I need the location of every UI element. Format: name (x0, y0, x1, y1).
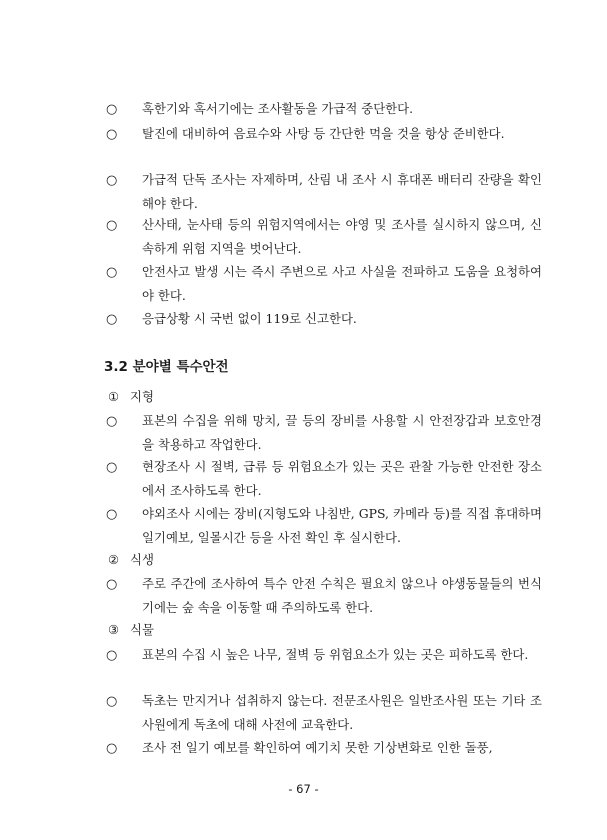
bullet-text: 혹한기와 혹서기에는 조사활동을 가급적 중단한다. (142, 101, 414, 116)
bullet-item (106, 122, 542, 146)
subsection-heading (108, 550, 154, 570)
bullet-text: 야외조사 시에는 장비(지형도와 나침반, GPS, 카메라 등)를 직접 휴대하며 일기예보, 일몰시간 등을 사전 확인 후 실시한다. (142, 506, 542, 545)
bullet-item (106, 213, 542, 260)
bullet-text: 표본의 수집 시 높은 나무, 절벽 등 위험요소가 있는 곳은 피하도록 한다. (142, 647, 529, 662)
bullet-item (106, 736, 542, 760)
page-number: - 67 - (288, 782, 319, 796)
circle-bullet-icon: ○ (106, 218, 118, 233)
subsection-label: 식물 (130, 622, 154, 637)
circle-bullet-icon: ○ (106, 507, 118, 522)
circle-bullet-icon: ○ (106, 265, 118, 280)
circle-bullet-icon: ○ (106, 173, 118, 188)
bullet-item (106, 260, 542, 307)
bullet-item (106, 502, 542, 549)
bullet-text: 탈진에 대비하여 음료수와 사탕 등 간단한 먹을 것을 항상 준비한다. (142, 126, 505, 141)
bullet-text: 독초는 만지거나 섭취하지 않는다. 전문조사원은 일반조사원 또는 기타 조사원에게 독초에 대해 사전에 교육한다. (142, 693, 542, 732)
bullet-text: 산사태, 눈사태 등의 위험지역에서는 야영 및 조사를 실시하지 않으며, 신속하게 위험 지역을 벗어난다. (142, 217, 542, 256)
circle-bullet-icon: ○ (106, 312, 118, 327)
subsection-number: ① (108, 389, 120, 404)
bullet-text: 주로 주간에 조사하여 특수 안전 수칙은 필요치 않으나 야생동물들의 번식기에는 숲 속을 이동할 때 주의하도록 한다. (142, 576, 542, 615)
bullet-item (106, 409, 542, 456)
bullet-text: 가급적 단독 조사는 자제하며, 산림 내 조사 시 휴대폰 배터리 잔량을 확인해야 한다. (142, 172, 542, 211)
bullet-text: 응급상황 시 국번 없이 119로 신고한다. (142, 311, 357, 326)
subsection-label: 식생 (130, 552, 154, 567)
circle-bullet-icon: ○ (106, 577, 118, 592)
bullet-item (106, 168, 542, 215)
bullet-item (106, 572, 542, 619)
subsection-heading (108, 620, 154, 640)
bullet-text: 안전사고 발생 시는 즉시 주변으로 사고 사실을 전파하고 도움을 요청하여야 한다. (142, 264, 542, 303)
circle-bullet-icon: ○ (106, 414, 118, 429)
circle-bullet-icon: ○ (106, 694, 118, 709)
bullet-text: 표본의 수집을 위해 망치, 끌 등의 장비를 사용할 시 안전장갑과 보호안경을 착용하고 작업한다. (142, 413, 542, 452)
circle-bullet-icon: ○ (106, 460, 118, 475)
circle-bullet-icon: ○ (106, 127, 118, 142)
subsection-heading (108, 387, 154, 407)
subsection-number: ② (108, 552, 120, 567)
bullet-item (106, 643, 542, 667)
bullet-item (106, 97, 542, 121)
bullet-text: 조사 전 일기 예보를 확인하여 예기치 못한 기상변화로 인한 돌풍, (142, 740, 493, 755)
subsection-number: ③ (108, 622, 120, 637)
circle-bullet-icon: ○ (106, 648, 118, 663)
bullet-item (106, 455, 542, 502)
bullet-text: 현장조사 시 절벽, 급류 등 위험요소가 있는 곳은 관찰 가능한 안전한 장소에서 조사하도록 한다. (142, 459, 542, 498)
circle-bullet-icon: ○ (106, 102, 118, 117)
subsection-label: 지형 (130, 389, 154, 404)
bullet-item (106, 689, 542, 736)
bullet-item (106, 307, 542, 331)
circle-bullet-icon: ○ (106, 741, 118, 756)
section-heading: 3.2 분야별 특수안전 (104, 359, 229, 375)
